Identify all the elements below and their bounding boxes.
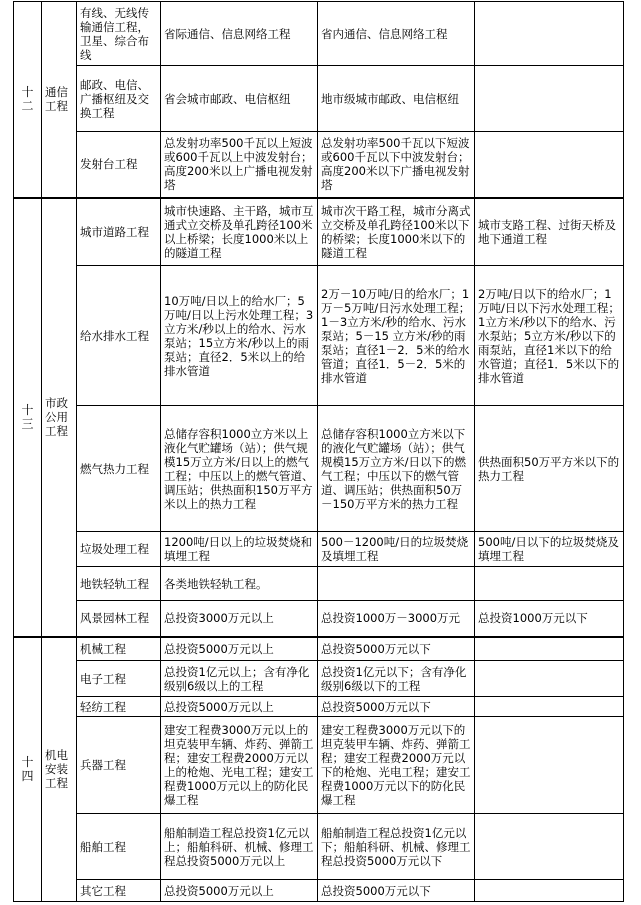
table-row: [14, 132, 624, 198]
subcategory-cell: 燃气热力工程: [77, 406, 161, 532]
table-row: [14, 661, 624, 697]
subcategory-cell: 兵器工程: [77, 717, 161, 814]
grade-a-cell: 建安工程费3000万元以上的坦克装甲车辆、炸药、弹箭工程；建安工程费2000万元以上的枪炮、光电工程；建安工程费1000万元以上的防化民爆工程: [161, 717, 318, 814]
subcategory-cell: 有线、无线传输通信工程，卫星、综合布线: [77, 2, 161, 66]
subcategory-cell: 电子工程: [77, 661, 161, 697]
table-row: [14, 406, 624, 532]
table-row: [14, 601, 624, 637]
grade-b-cell: 总投资1000万－3000万元: [318, 601, 475, 637]
grade-c-cell: [475, 814, 624, 880]
grade-b-cell: 总投资5000万元以下: [318, 637, 475, 661]
grade-a-cell: 总发射功率500千瓦以上短波或600千瓦以上中波发射台；高度200米以上广播电视发射塔: [161, 132, 318, 198]
subcategory-cell: 其它工程: [77, 880, 161, 902]
grade-a-cell: 1200吨/日以上的垃圾焚烧和填埋工程: [161, 532, 318, 567]
subcategory-cell: 发射台工程: [77, 132, 161, 198]
grade-c-cell: [475, 2, 624, 66]
grade-a-cell: 总储存容积1000立方米以上液化气贮罐场（站）；供气规模15万立方米/日以上的燃气工程；中压以上的燃气管道、调压站；供热面积150万平方米以上的热力工程: [161, 406, 318, 532]
section-number: 十 四: [14, 637, 42, 902]
grade-c-cell: [475, 637, 624, 661]
grade-c-cell: [475, 66, 624, 132]
table-row: [14, 2, 624, 66]
table-row: [14, 66, 624, 132]
grade-c-cell: 城市支路工程、过街天桥及地下通道工程: [475, 198, 624, 266]
grade-c-cell: [475, 697, 624, 717]
category-cell: 市政公用工程: [42, 198, 77, 637]
grade-c-cell: [475, 717, 624, 814]
table-row: [14, 717, 624, 814]
grade-c-cell: [475, 132, 624, 198]
grade-c-cell: [475, 880, 624, 902]
section-number: 十 二: [14, 2, 42, 198]
grade-b-cell: 总发射功率500千瓦以下短波或600千瓦以下中波发射台；高度200米以下广播电视发射塔: [318, 132, 475, 198]
grade-b-cell: 2万－10万吨/日的给水厂；1万－5万吨/日污水处理工程；1－3立方米/秒的给水、污水泵站；5－15 立方米/秒的雨泵站；直径1－2．5米的给水管道；直径1．5－2．5米的排水管道: [318, 266, 475, 406]
grade-c-cell: 总投资1000万元以下: [475, 601, 624, 637]
subcategory-cell: 风景园林工程: [77, 601, 161, 637]
subcategory-cell: 轻纺工程: [77, 697, 161, 717]
grade-a-cell: 省际通信、信息网络工程: [161, 2, 318, 66]
table-row: [14, 697, 624, 717]
subcategory-cell: 船舶工程: [77, 814, 161, 880]
grade-b-cell: 总投资5000万元以下: [318, 697, 475, 717]
table-row: [14, 814, 624, 880]
table-row: [14, 567, 624, 601]
grade-b-cell: 省内通信、信息网络工程: [318, 2, 475, 66]
table-row: [14, 266, 624, 406]
grade-b-cell: 城市次干路工程，城市分离式立交桥及单孔跨径100米以下的桥梁；长度1000米以下的隧道工程: [318, 198, 475, 266]
table-row: [14, 198, 624, 266]
grade-b-cell: 500－1200吨/日的垃圾焚烧及填埋工程: [318, 532, 475, 567]
grade-b-cell: [318, 567, 475, 601]
grade-c-cell: 500吨/日以下的垃圾焚烧及填埋工程: [475, 532, 624, 567]
grade-a-cell: 总投资3000万元以上: [161, 601, 318, 637]
category-cell: 机电安装工程: [42, 637, 77, 902]
grade-c-cell: 2万吨/日以下的给水厂；1万吨/日以下污水处理工程；1立方米/秒以下的给水、污水泵站；5立方米/秒以下的雨泵站，直径1米以下的给水管道；直径1．5米以下的排水管道: [475, 266, 624, 406]
grade-a-cell: 总投资5000万元以上: [161, 637, 318, 661]
table-row: [14, 880, 624, 902]
grade-c-cell: 供热面积50万平方米以下的热力工程: [475, 406, 624, 532]
grade-b-cell: 总投资5000万元以下: [318, 880, 475, 902]
grade-b-cell: 建安工程费3000万元以下的坦克装甲车辆、炸药、弹箭工程；建安工程费2000万元以下的枪炮、光电工程；建安工程费1000万元以下的防化民爆工程: [318, 717, 475, 814]
subcategory-cell: 地铁轻轨工程: [77, 567, 161, 601]
grade-b-cell: 总储存容积1000立方米以下的液化气贮罐场（站）；供气规模15万立方米/日以下的燃气工程；中压以下的燃气管道、调压站；供热面积50万－150万平方米的热力工程: [318, 406, 475, 532]
engineering-classification-table: [13, 1, 624, 902]
grade-a-cell: 船舶制造工程总投资1亿元以上；船舶科研、机械、修理工程总投资5000万元以上: [161, 814, 318, 880]
subcategory-cell: 邮政、电信、广播枢纽及交换工程: [77, 66, 161, 132]
grade-a-cell: 省会城市邮政、电信枢纽: [161, 66, 318, 132]
grade-c-cell: [475, 567, 624, 601]
subcategory-cell: 给水排水工程: [77, 266, 161, 406]
subcategory-cell: 机械工程: [77, 637, 161, 661]
section-number: 十 三: [14, 198, 42, 637]
grade-a-cell: 各类地铁轻轨工程。: [161, 567, 318, 601]
grade-a-cell: 总投资1亿元以上；含有净化级别6级以上的工程: [161, 661, 318, 697]
grade-a-cell: 城市快速路、主干路，城市互通式立交桥及单孔跨径100米以上桥梁；长度1000米以上的隧道工程: [161, 198, 318, 266]
subcategory-cell: 城市道路工程: [77, 198, 161, 266]
grade-a-cell: 10万吨/日以上的给水厂；5万吨/日以上污水处理工程；3立方米/秒以上的给水、污水泵站；15立方米/秒以上的雨泵站；直径2．5米以上的给排水管道: [161, 266, 318, 406]
grade-b-cell: 船舶制造工程总投资1亿元以下；船舶科研、机械、修理工程总投资5000万元以下: [318, 814, 475, 880]
grade-b-cell: 总投资1亿元以下；含有净化级别6级以下的工程: [318, 661, 475, 697]
category-cell: 通信工程: [42, 2, 77, 198]
grade-c-cell: [475, 661, 624, 697]
grade-b-cell: 地市级城市邮政、电信枢纽: [318, 66, 475, 132]
grade-a-cell: 总投资5000万元以上: [161, 880, 318, 902]
table-row: [14, 637, 624, 661]
subcategory-cell: 垃圾处理工程: [77, 532, 161, 567]
table-row: [14, 532, 624, 567]
grade-a-cell: 总投资5000万元以上: [161, 697, 318, 717]
